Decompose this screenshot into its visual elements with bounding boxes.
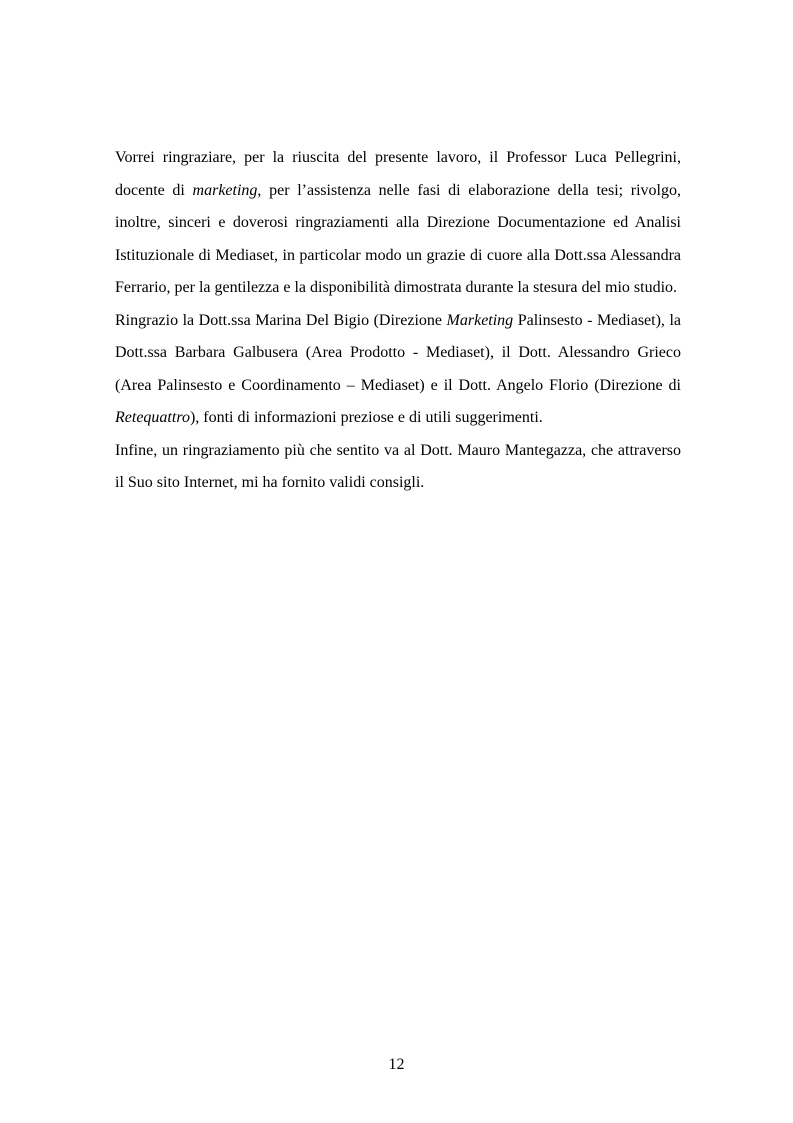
text-segment: Palinsesto - Mediaset), la: [513, 311, 681, 329]
paragraph: [115, 435, 681, 500]
text-line: [115, 337, 681, 370]
italic-text: Retequattro: [115, 409, 190, 426]
text-line: [115, 305, 681, 338]
text-segment: Infine, un ringraziamento più che sentito va al Dott. Mauro Mantegazza, che attraverso: [115, 441, 681, 459]
text-line: [115, 370, 681, 403]
text-line: [115, 467, 681, 500]
italic-text: Marketing: [446, 311, 514, 329]
text-segment: docente di: [115, 181, 193, 199]
text-line: [115, 272, 681, 305]
text-segment: , per l’assistenza nelle fasi di elaborazione della tesi; rivolgo,: [257, 181, 681, 199]
italic-text: marketing: [192, 181, 258, 199]
text-line: [115, 142, 681, 175]
text-line: [115, 207, 681, 240]
text-segment: (Area Palinsesto e Coordinamento – Mediaset) e il Dott. Angelo Florio (Direzione di: [115, 376, 681, 394]
text-segment: Ferrario, per la gentilezza e la disponibilità dimostrata durante la stesura del mio studio.: [115, 279, 678, 296]
text-segment: inoltre, sinceri e doverosi ringraziamenti alla Direzione Documentazione ed Analisi: [115, 214, 681, 231]
paragraph: [115, 305, 681, 435]
text-segment: Vorrei ringraziare, per la riuscita del presente lavoro, il Professor Luca Pellegrini,: [115, 149, 681, 166]
text-segment: Dott.ssa Barbara Galbusera (Area Prodotto - Mediaset), il Dott. Alessandro Grieco: [115, 344, 681, 361]
text-segment: Istituzionale di Mediaset, in particolar modo un grazie di cuore alla Dott.ssa Alessandra: [115, 246, 681, 264]
text-segment: il Suo sito Internet, mi ha fornito validi consigli.: [115, 474, 425, 491]
text-line: [115, 402, 681, 435]
text-segment: Ringrazio la Dott.ssa Marina Del Bigio (Direzione: [115, 311, 447, 329]
text-segment: ), fonti di informazioni preziose e di utili suggerimenti.: [189, 409, 543, 426]
text-line: [115, 435, 681, 468]
text-line: [115, 240, 681, 273]
text-line: [115, 175, 681, 208]
acknowledgements-text: [115, 142, 681, 500]
page-number: 12: [388, 1056, 405, 1073]
paragraph: [115, 142, 681, 305]
